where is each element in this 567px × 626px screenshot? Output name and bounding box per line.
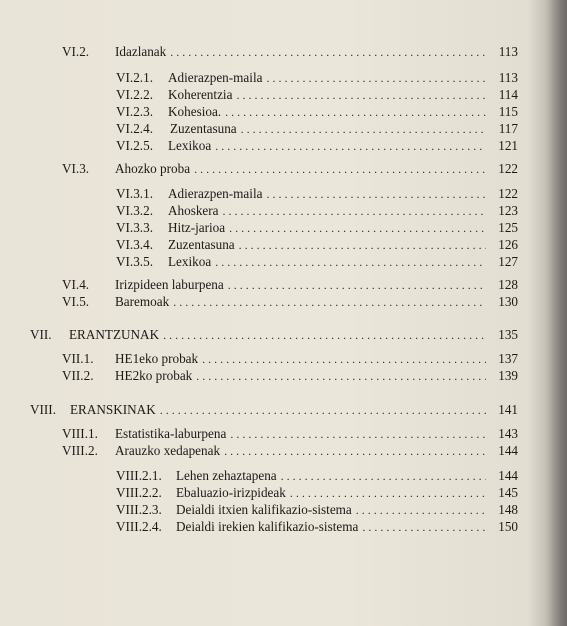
- toc-entry-page: 122: [498, 161, 518, 176]
- dot-leader: [239, 237, 486, 253]
- dot-leader: [215, 138, 486, 154]
- toc-entry-page: 117: [498, 121, 518, 136]
- toc-entry-title: HE2ko probak: [115, 368, 193, 383]
- toc-entry: [62, 294, 518, 310]
- toc-entry-page: 128: [498, 277, 518, 292]
- dot-leader: [215, 254, 486, 270]
- toc-entry-page: 150: [498, 519, 518, 534]
- dot-leader: [230, 426, 486, 442]
- toc-entry-number: VI.2.2.: [116, 87, 153, 102]
- dot-leader: [194, 161, 486, 177]
- toc-entry-page: 123: [498, 203, 518, 218]
- toc-entry-title: Ebaluazio-irizpideak: [176, 485, 286, 500]
- toc-entry-title: Ahozko proba: [115, 161, 191, 176]
- toc-entry-page: 148: [498, 502, 518, 517]
- toc-entry-title: Idazlanak: [115, 44, 167, 59]
- toc-entry-page: 125: [498, 220, 518, 235]
- toc-entry-number: VII.2.: [62, 368, 94, 383]
- toc-entry-number: VIII.1.: [62, 426, 98, 441]
- toc-entry-number: VI.2.5.: [116, 138, 153, 153]
- toc-entry: [116, 70, 518, 86]
- toc-entry-title: Kohesioa.: [168, 104, 222, 119]
- dot-leader: [228, 277, 486, 293]
- toc-entry-page: 143: [498, 426, 518, 441]
- toc-entry-number: VI.3.5.: [116, 254, 153, 269]
- toc-entry-number: VI.2.4.: [116, 121, 153, 136]
- toc-entry-title: HE1eko probak: [115, 351, 199, 366]
- toc-entry-title: Adierazpen-maila: [168, 70, 263, 85]
- toc-entry-number: VI.2.: [62, 44, 90, 59]
- toc-entry-title: Hitz-jarioa: [168, 220, 226, 235]
- toc-entry-title: Zuzentasuna: [170, 121, 237, 136]
- toc-entry-title: Baremoak: [115, 294, 170, 309]
- toc-entry-page: 144: [498, 468, 518, 483]
- dot-leader: [170, 44, 486, 60]
- toc-entry-page: 137: [498, 351, 518, 366]
- toc-entry-number: VI.3.: [62, 161, 90, 176]
- toc-chapter-number: VII.: [30, 327, 52, 342]
- toc-entry: [116, 87, 518, 103]
- toc-entry: [116, 237, 518, 253]
- toc-entry-number: VI.3.4.: [116, 237, 153, 252]
- toc-entry: [116, 203, 518, 219]
- toc-entry-title: Zuzentasuna: [168, 237, 235, 252]
- dot-leader: [173, 294, 486, 310]
- dot-leader: [236, 87, 486, 103]
- toc-entry-title: Lexikoa: [168, 254, 212, 269]
- toc-entry-number: VIII.2.4.: [116, 519, 162, 534]
- toc-entry-title: Lexikoa: [168, 138, 212, 153]
- toc-entry: [116, 104, 518, 120]
- toc-chapter: [30, 327, 518, 343]
- toc-entry-number: VIII.2.: [62, 443, 98, 458]
- toc-entry-page: 145: [498, 485, 518, 500]
- dot-leader: [281, 468, 486, 484]
- toc-entry-number: VI.3.3.: [116, 220, 153, 235]
- toc-entry-title: Irizpideen laburpena: [115, 277, 224, 292]
- dot-leader: [225, 104, 486, 120]
- toc-entry: [116, 186, 518, 202]
- toc-entry: [62, 368, 518, 384]
- dot-leader: [229, 220, 486, 236]
- toc-entry-number: VIII.2.1.: [116, 468, 162, 483]
- toc-entry-page: 121: [498, 138, 518, 153]
- toc-entry-number: VI.3.2.: [116, 203, 153, 218]
- toc-entry-page: 113: [498, 44, 518, 59]
- dot-leader: [224, 443, 486, 459]
- toc-entry: [62, 277, 518, 293]
- toc-entry-title: Lehen zehaztapena: [176, 468, 277, 483]
- toc-entry-page: 139: [498, 368, 518, 383]
- toc-chapter-page: 135: [498, 327, 518, 342]
- dot-leader: [196, 368, 486, 384]
- toc-entry-page: 115: [498, 104, 518, 119]
- toc-entry: [116, 519, 518, 535]
- dot-leader: [290, 485, 486, 501]
- dot-leader: [362, 519, 486, 535]
- toc-entry: [116, 502, 518, 518]
- toc-entry: [116, 468, 518, 484]
- toc-entry-page: 144: [498, 443, 518, 458]
- dot-leader: [160, 402, 486, 418]
- toc-entry-page: 127: [498, 254, 518, 269]
- toc-entry-page: 122: [498, 186, 518, 201]
- toc-entry: [62, 161, 518, 177]
- dot-leader: [266, 186, 486, 202]
- toc-entry-title: Ahoskera: [168, 203, 219, 218]
- toc-entry-title: Estatistika-laburpena: [115, 426, 227, 441]
- toc-entry: [116, 485, 518, 501]
- toc-entry-page: 114: [498, 87, 518, 102]
- toc-entry-title: Koherentzia: [168, 87, 233, 102]
- toc-entry-number: VII.1.: [62, 351, 94, 366]
- toc-entry-page: 126: [498, 237, 518, 252]
- page-edge-shadow: [545, 0, 567, 626]
- toc-entry-number: VI.3.1.: [116, 186, 153, 201]
- toc-entry: [116, 220, 518, 236]
- dot-leader: [241, 121, 486, 137]
- toc-entry-number: VI.4.: [62, 277, 90, 292]
- toc-entry: [116, 138, 518, 154]
- dot-leader: [223, 203, 486, 219]
- toc-entry-title: Deialdi itxien kalifikazio-sistema: [176, 502, 352, 517]
- dot-leader: [163, 327, 486, 343]
- toc-entry: [116, 254, 518, 270]
- toc-entry-number: VI.2.3.: [116, 104, 153, 119]
- toc-chapter: [30, 402, 518, 418]
- toc-chapter-page: 141: [498, 402, 518, 417]
- toc-chapter-title: ERANTZUNAK: [69, 327, 160, 342]
- toc-entry: [62, 443, 518, 459]
- toc-entry: [62, 44, 518, 60]
- toc-chapter-number: VIII.: [30, 402, 56, 417]
- dot-leader: [266, 70, 486, 86]
- toc-entry-title: Deialdi irekien kalifikazio-sistema: [176, 519, 359, 534]
- toc-entry-page: 130: [498, 294, 518, 309]
- toc-entry-title: Arauzko xedapenak: [115, 443, 221, 458]
- toc-entry-number: VIII.2.2.: [116, 485, 162, 500]
- toc-entry-title: Adierazpen-maila: [168, 186, 263, 201]
- toc-entry: [116, 121, 518, 137]
- toc-entry-page: 113: [498, 70, 518, 85]
- toc-entry-number: VIII.2.3.: [116, 502, 162, 517]
- toc-entry-number: VI.5.: [62, 294, 90, 309]
- toc-entry: [62, 351, 518, 367]
- toc-chapter-title: ERANSKINAK: [70, 402, 156, 417]
- toc-entry-number: VI.2.1.: [116, 70, 153, 85]
- toc-entry: [62, 426, 518, 442]
- dot-leader: [202, 351, 486, 367]
- dot-leader: [356, 502, 486, 518]
